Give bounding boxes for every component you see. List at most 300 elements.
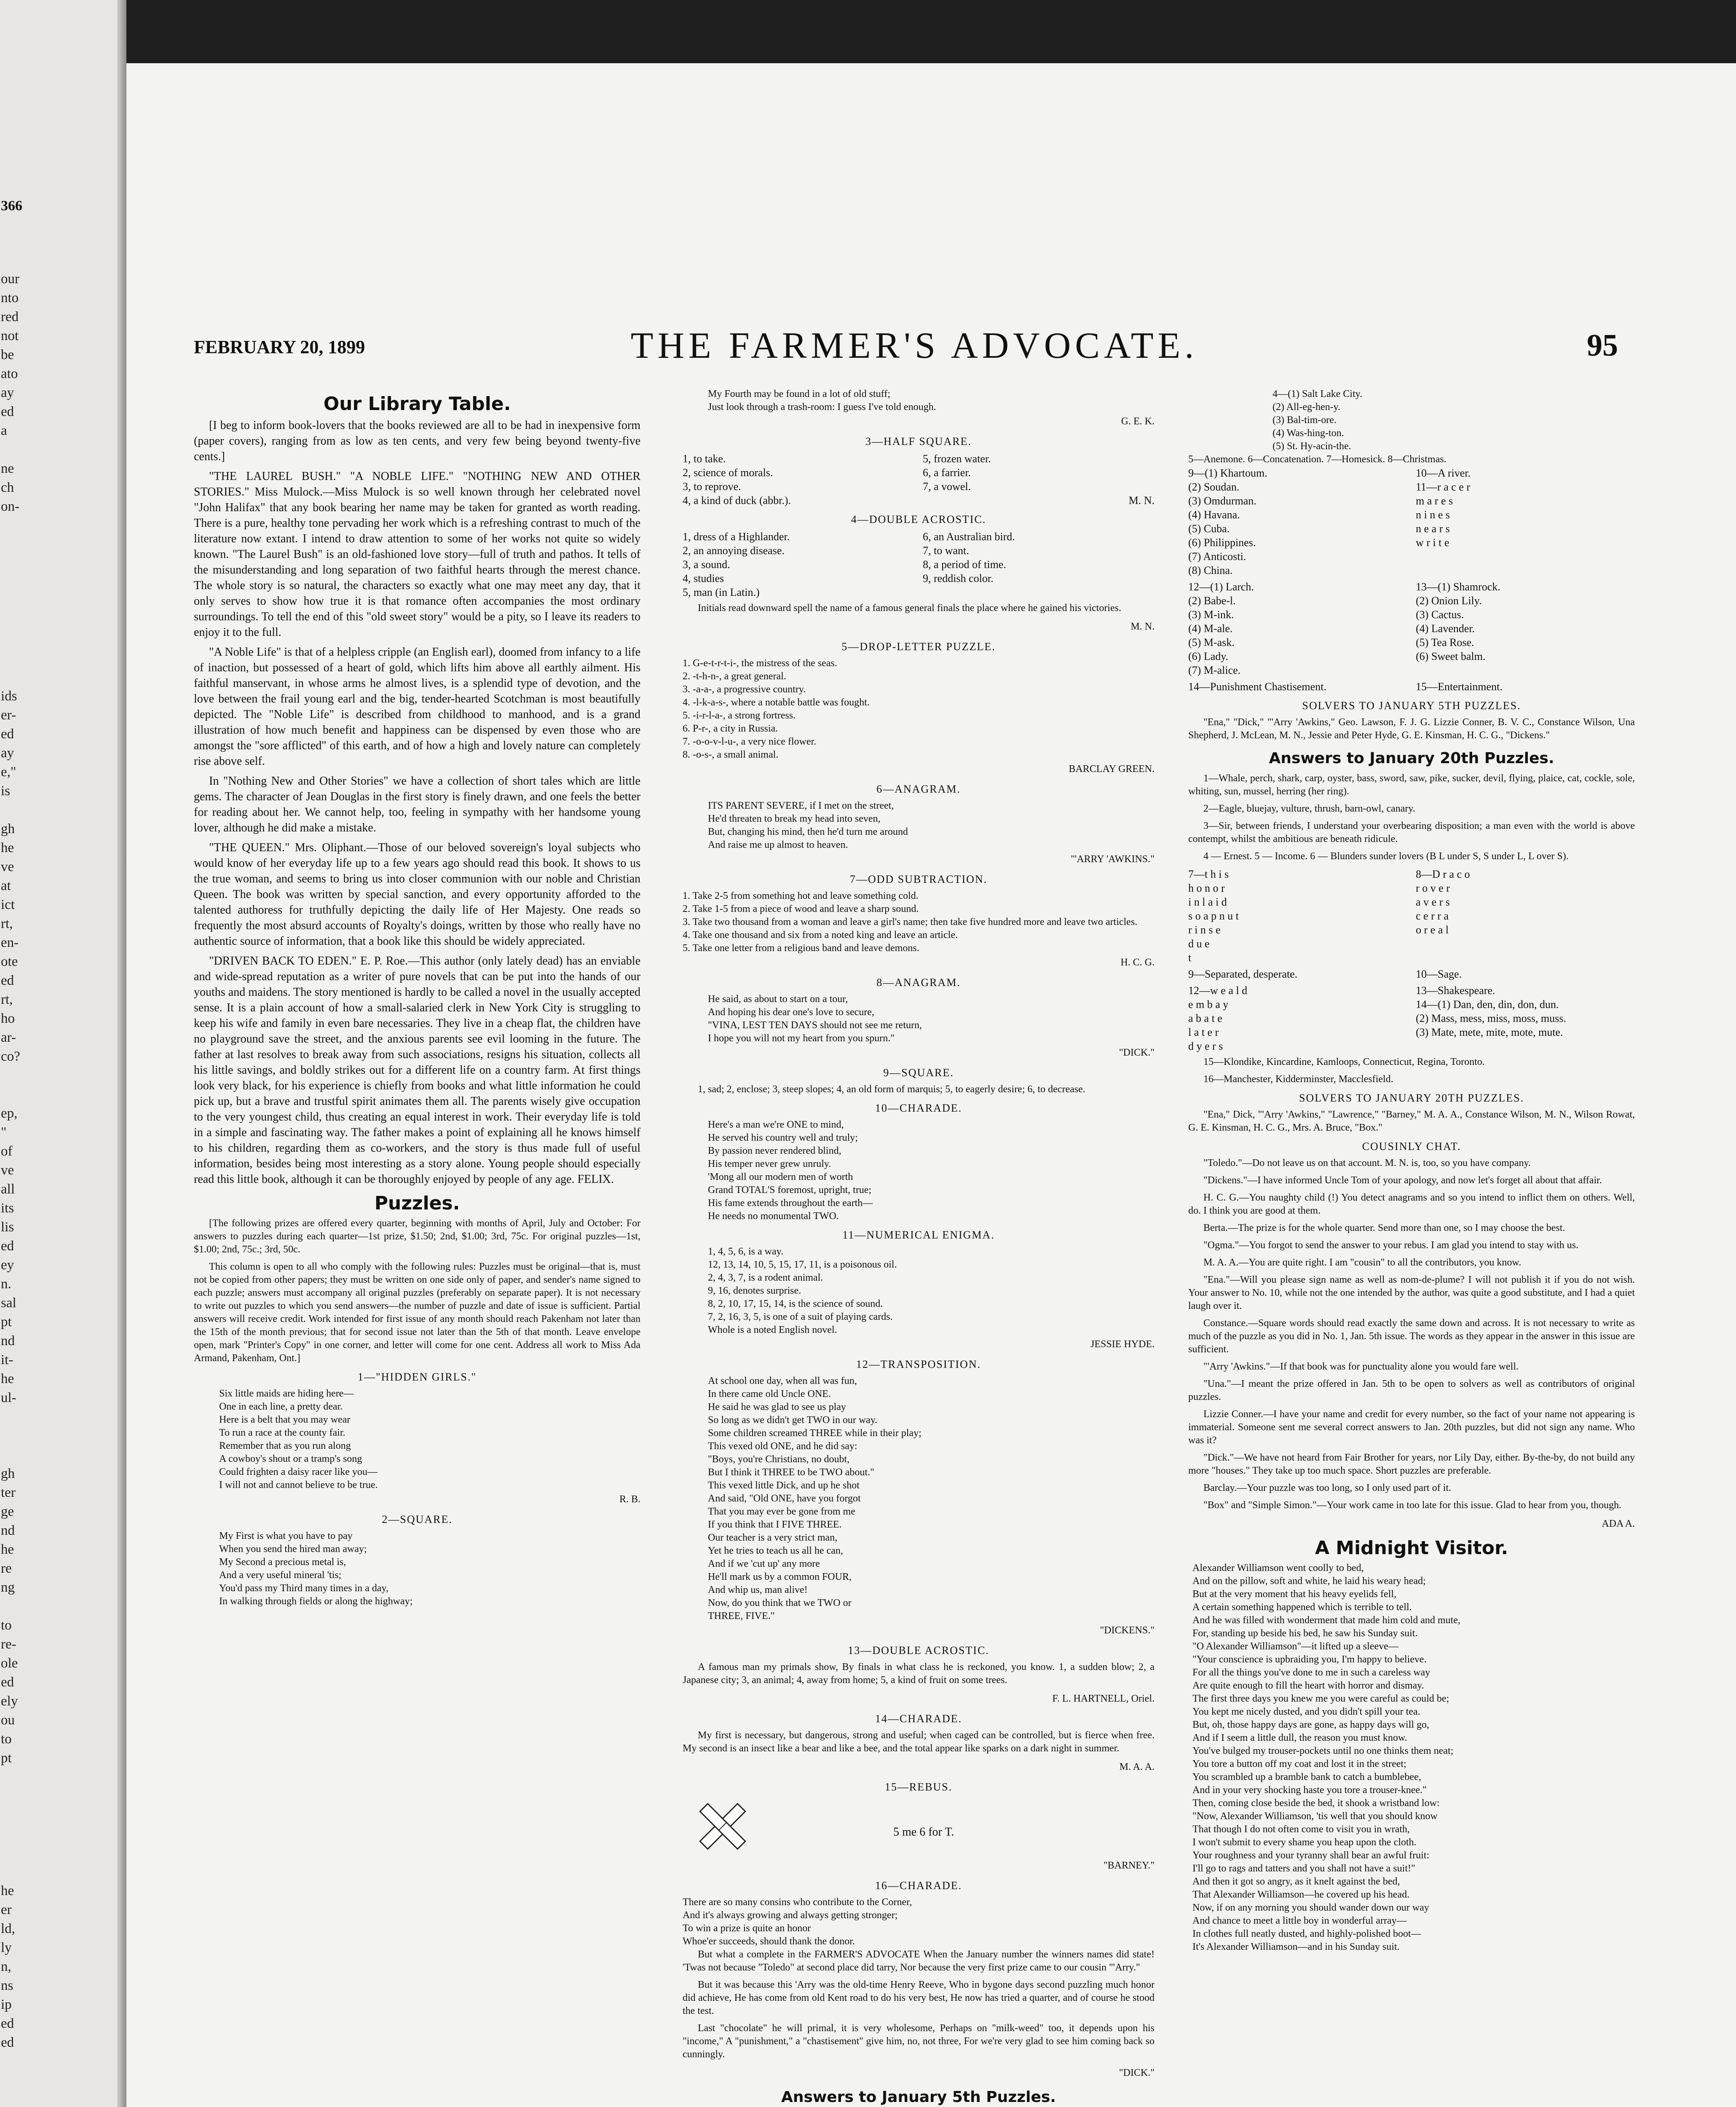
chat-paragraph: H. C. G.—You naughty child (!) You detect anagrams and so you intend to inflict them on others. Well, do. I think you are good at them. bbox=[1188, 1192, 1635, 1216]
fragment-line: ch bbox=[1, 480, 14, 495]
fragment-line bbox=[1, 1825, 43, 1844]
chat-paragraph: "Toledo."—Do not leave us on that account. M. N. is, too, so you have company. bbox=[1203, 1158, 1531, 1169]
poem-line: You've bulged my trouser-pockets until no one thinks them neat; bbox=[1192, 1745, 1454, 1756]
answer-line: 13—(1) Shamrock. bbox=[1416, 581, 1500, 593]
answer-line: 10—A river. bbox=[1416, 467, 1471, 479]
library-heading: Our Library Table. bbox=[323, 393, 511, 415]
answer-line: r i n s e bbox=[1188, 924, 1221, 936]
puzzle-1-verse bbox=[194, 1387, 640, 1492]
puzzle-line: 8, 2, 10, 17, 15, 14, is the science of sound. bbox=[708, 1298, 883, 1309]
fragment-line: nto bbox=[1, 290, 19, 306]
verse-line: And raise me up almost to heaven. bbox=[708, 839, 848, 850]
poem-line: And then it got so angry, as it knelt against the bed, bbox=[1192, 1876, 1400, 1887]
puzzle-6-verse bbox=[683, 799, 1155, 852]
fragment-line bbox=[1, 1407, 43, 1426]
fragment-line bbox=[1, 1806, 43, 1825]
puzzle-16-signature: "DICK." bbox=[1119, 2067, 1155, 2078]
answer-list bbox=[1188, 580, 1407, 677]
poem-line: For all the things you've done to me in such a careless way bbox=[1192, 1667, 1431, 1678]
fragment-line bbox=[1, 668, 43, 687]
answer-line: a v e r s bbox=[1416, 896, 1450, 908]
verse-line: This vexed little Dick, and up he shot bbox=[708, 1480, 860, 1491]
verse-line: Could frighten a daisy racer like you— bbox=[219, 1466, 378, 1477]
puzzle-2-signature: G. E. K. bbox=[1121, 416, 1155, 427]
fragment-line: at bbox=[1, 878, 11, 893]
puzzle-line: 1, 4, 5, 6, is a way. bbox=[708, 1246, 784, 1257]
verse-line: Here's a man we're ONE to mind, bbox=[708, 1119, 844, 1130]
verse-line: Our teacher is a very strict man, bbox=[708, 1532, 838, 1543]
answer-list bbox=[1416, 466, 1635, 577]
fragment-line: ed bbox=[1, 726, 14, 742]
answer-20th-7-8 bbox=[1188, 867, 1635, 965]
fragment-line: er bbox=[1, 1902, 12, 1917]
answer-5th-12-13 bbox=[1188, 580, 1635, 677]
answer-line: (4) Havana. bbox=[1188, 509, 1240, 521]
poem-line: Your roughness and your tyranny shall bear an awful fruit: bbox=[1192, 1850, 1430, 1861]
answer-line: a b a t e bbox=[1188, 1012, 1222, 1024]
fragment-line: he bbox=[1, 1542, 14, 1557]
fragment-line: ed bbox=[1, 404, 14, 419]
answer-line: (2) Mass, mess, miss, moss, muss. bbox=[1416, 1012, 1566, 1024]
answer-line: (3) Omdurman. bbox=[1188, 495, 1256, 507]
fragment-line: be bbox=[1, 347, 14, 362]
poem-line: You scrambled up a bramble bank to catch a bumblebee, bbox=[1192, 1772, 1421, 1783]
puzzle-5-lines bbox=[683, 657, 1155, 761]
puzzle-9-text: 1, sad; 2, enclose; 3, steep slopes; 4, an old form of marquis; 5, to eagerly desire; 6, to decrease. bbox=[698, 1084, 1085, 1095]
chat-paragraph: Berta.—The prize is for the whole quarter. Send more than one, so I may choose the best. bbox=[1203, 1222, 1565, 1233]
fragment-line: ter bbox=[1, 1485, 16, 1500]
answer-line: o r e a l bbox=[1416, 924, 1449, 936]
puzzle-14-signature: M. A. A. bbox=[1119, 1761, 1155, 1772]
poem-line: In clothes full neatly dusted, and highly-polished boot— bbox=[1192, 1928, 1421, 1939]
fragment-line: lis bbox=[1, 1220, 14, 1235]
puzzle-item: 5, frozen water. bbox=[923, 453, 991, 465]
puzzle-item: 6, an Australian bird. bbox=[923, 531, 1015, 543]
puzzle-13-text: A famous man my primals show, By finals in what class he is reckoned, you know. 1, a sudden blow; 2, a Japanese city; 3, an animal; 4, away from home; 5, a kind of fruit on some trees. bbox=[683, 1662, 1155, 1686]
puzzle-line: 2, 4, 3, 7, is a rodent animal. bbox=[708, 1272, 823, 1283]
puzzle-12-verse bbox=[683, 1375, 1155, 1623]
poem-line: But at the very moment that his heavy eyelids fell, bbox=[1192, 1589, 1396, 1600]
chat-paragraph: "Ogma."—You forgot to send the answer to your rebus. I am glad you intend to stay with us. bbox=[1203, 1240, 1578, 1251]
rebus-illustration bbox=[683, 1799, 1155, 1854]
puzzle-item: 2, science of morals. bbox=[683, 466, 773, 479]
verse-line: 'Mong all our modern men of worth bbox=[708, 1171, 853, 1182]
answer-line: (5) M-ask. bbox=[1188, 636, 1235, 649]
puzzle-13-signature: F. L. HARTNELL, Oriel. bbox=[1052, 1693, 1155, 1704]
puzzle-line: 12, 13, 14, 10, 5, 15, 17, 11, is a poisonous oil. bbox=[708, 1259, 897, 1270]
fragment-line: a bbox=[1, 423, 7, 438]
rebus-caption: 5 me 6 for T. bbox=[893, 1826, 954, 1839]
fragment-line: en- bbox=[1, 935, 19, 950]
fragment-line: gh bbox=[1, 1466, 15, 1481]
library-intro: [I beg to inform book-lovers that the books reviewed are all to be had in inexpensive form (paper covers), ranging from as low as ten cents, and very few being beyond twenty-five cents.] bbox=[194, 419, 640, 463]
answer-line: c e r r a bbox=[1416, 910, 1449, 922]
answer-line: 11—r a c e r bbox=[1416, 481, 1470, 493]
fragment-line: it- bbox=[1, 1352, 13, 1367]
verse-line: When you send the hired man away; bbox=[219, 1544, 367, 1555]
chat-paragraph: "Box" and "Simple Simon."—Your work came in too late for this issue. Glad to hear from you, though. bbox=[1203, 1500, 1621, 1511]
library-paragraph: "DRIVEN BACK TO EDEN." E. P. Roe.—This author (only lately dead) has an enviable and wide-spread reputation as a writer of pure novels that can be put into the hands of our youths and maidens. The story mentioned is hardly to be called a novel in the usually accepted sense. It is a plain account of how a small-salaried clerk in New York City is struggling to keep his wife and family in even bare necessaries. They live in a cheap flat, the children have no playground save the street, and the anxious parents see evil looming in the future. The father at last resolves to break away from such associations, resigns his situation, collects all his little savings, and boldly strikes out for a different life on a country farm. At first things look very black, for his experience is chiefly from books and what little information he could pick up, but a brave and trustful spirit animates them all. The parents wisely give occupation to the very youngest child, thus creating an equal interest in work. Their everyday life is told in a simple and fascinating way. The father makes a point of explaining all he knows himself to his children, regarding them as co-workers, and the story is thus made full of useful information, besides being most interesting as a story alone. Young people should especially read this little book, although it can be thoroughly enjoyed by people of any age. FELIX. bbox=[194, 954, 640, 1186]
puzzle-7-title: 7—ODD SUBTRACTION. bbox=[849, 873, 988, 885]
verse-line: His fame extends throughout the earth— bbox=[708, 1198, 873, 1209]
poem-line: But, oh, those happy days are gone, as happy days will go, bbox=[1192, 1719, 1429, 1730]
chat-paragraph: "Una."—I meant the prize offered in Jan. 5th to be open to solvers as well as contributors of original puzzles. bbox=[1188, 1378, 1635, 1402]
fragment-line: to bbox=[1, 1732, 12, 1747]
answer-line: 14—(1) Dan, den, din, don, dun. bbox=[1416, 998, 1559, 1011]
fragment-line bbox=[1, 649, 43, 668]
verse-line: By passion never rendered blind, bbox=[708, 1145, 841, 1156]
fragment-line: all bbox=[1, 1182, 15, 1197]
puzzle-item: 3, to reprove. bbox=[683, 480, 741, 493]
fragment-line bbox=[1, 516, 43, 535]
puzzle-7-lines bbox=[683, 890, 1155, 955]
running-header bbox=[194, 324, 1635, 388]
fragment-line: ng bbox=[1, 1580, 15, 1595]
puzzle-line: 6. P-r-, a city in Russia. bbox=[683, 723, 778, 734]
fragment-line: to bbox=[1, 1618, 12, 1633]
fragment-line: ato bbox=[1, 366, 18, 381]
answer-list bbox=[1188, 984, 1407, 1053]
solvers-20th-list: "Ena," Dick, "'Arry 'Awkins," "Lawrence," "Barney," M. A. A., Constance Wilson, M. N., Wilson Rowat, G. E. Kinsman, H. C. G., Mrs. A. Bruce, "Box." bbox=[1188, 1109, 1635, 1133]
answer-5th-4 bbox=[1188, 388, 1635, 453]
puzzle-2-title: 2—SQUARE. bbox=[382, 1513, 453, 1525]
chat-paragraph: "Dickens."—I have informed Uncle Tom of your apology, and now let's forget all about that affair. bbox=[1203, 1175, 1602, 1186]
puzzle-5-title: 5—DROP-LETTER PUZZLE. bbox=[841, 641, 996, 653]
fragment-line: of bbox=[1, 1144, 13, 1159]
answer-list bbox=[1416, 984, 1635, 1053]
fragment-line: is bbox=[1, 783, 11, 799]
verse-line: But I think it THREE to be TWO about." bbox=[708, 1467, 874, 1478]
poem-line: For, standing up beside his bed, he saw his Sunday suit. bbox=[1192, 1628, 1418, 1639]
fragment-line: nd bbox=[1, 1523, 15, 1538]
poem-line: That though I do not often come to visit you in wrath, bbox=[1192, 1824, 1410, 1835]
answer-line: s o a p n u t bbox=[1188, 910, 1239, 922]
fragment-line bbox=[1, 1863, 43, 1882]
chat-paragraph: "Dick."—We have not heard from Fair Brother for years, nor Lily Day, either. By-the-by, do not build any more "houses." They take up too much space. Short puzzles are preferable. bbox=[1188, 1452, 1635, 1476]
page-content bbox=[194, 324, 1635, 2107]
verse-line: He said, as about to start on a tour, bbox=[708, 994, 848, 1005]
fragment-line: n, bbox=[1, 1959, 11, 1974]
puzzle-2-verse bbox=[194, 1530, 640, 1608]
fragment-line: re- bbox=[1, 1637, 16, 1652]
puzzle-16-stanza: Last "chocolate" he will primal, it is very wholesome, Perhaps on "milk-weed" too, it depends upon his "income," A "punishment," a "chastisement" give him, no, not three, For we're very glad to see him coming back so cunningly. bbox=[683, 2023, 1155, 2060]
fragment-line bbox=[1, 1768, 43, 1787]
solvers-20th-title: SOLVERS TO JANUARY 20TH PUZZLES. bbox=[1299, 1092, 1524, 1104]
answers-5th-heading: Answers to January 5th Puzzles. bbox=[781, 2088, 1056, 2106]
fragment-line: ld, bbox=[1, 1921, 15, 1936]
poem-line: Then, coming close beside the bed, it shook a wristband low: bbox=[1192, 1798, 1440, 1809]
verse-line: He served his country well and truly; bbox=[708, 1132, 858, 1143]
answer-line: w r i t e bbox=[1416, 536, 1449, 549]
chat-paragraph: Barclay.—Your puzzle was too long, so I only used part of it. bbox=[1203, 1482, 1451, 1493]
verse-line: My Fourth may be found in a lot of old stuff; bbox=[708, 389, 890, 399]
answer-line: (8) China. bbox=[1188, 564, 1233, 576]
answer-line: m a r e s bbox=[1416, 495, 1453, 507]
fragment-line: ar- bbox=[1, 1030, 16, 1045]
cousinly-chat-body bbox=[1188, 1157, 1635, 1512]
answer-list bbox=[1188, 867, 1407, 965]
fragment-line: co? bbox=[1, 1049, 20, 1064]
fragment-line: ay bbox=[1, 745, 14, 761]
fragment-line bbox=[1, 535, 43, 554]
puzzle-7-signature: H. C. G. bbox=[1120, 957, 1155, 968]
puzzle-1-signature: R. B. bbox=[619, 1494, 640, 1505]
solvers-5th-title: SOLVERS TO JANUARY 5TH PUZZLES. bbox=[1302, 700, 1521, 712]
answer-line: e m b a y bbox=[1188, 998, 1229, 1011]
fragment-line: ed bbox=[1, 2016, 14, 2031]
puzzle-16-stanza: But it was because this 'Arry was the old-time Henry Reeve, Who in bygone days second puzzling much honor did achieve, He has come from old Kent road to do his very best, He now has tried a quarter, and of course he stood the test. bbox=[683, 1979, 1155, 2016]
answer-line: (4) M-ale. bbox=[1188, 622, 1233, 635]
fragment-line: " bbox=[1, 1125, 7, 1140]
fragment-line: ed bbox=[1, 2035, 14, 2050]
poem-line: "O Alexander Williamson"—it lifted up a sleeve— bbox=[1192, 1641, 1398, 1652]
answer-line: 9—(1) Khartoum. bbox=[1188, 467, 1267, 479]
library-paragraph: In "Nothing New and Other Stories" we have a collection of short tales which are little gems. The character of Jean Douglas in the first story is finely drawn, and one feels the better for reading about her. We cannot help, too, feeling in sympathy with her handsome young lover, although he did make a mistake. bbox=[194, 775, 640, 834]
answer-line: 4—(1) Salt Lake City. bbox=[1273, 389, 1363, 399]
verse-line: Remember that as you run along bbox=[219, 1440, 351, 1451]
answer-line: (6) Lady. bbox=[1188, 650, 1229, 662]
answer-line: (6) Philippines. bbox=[1188, 536, 1256, 549]
verse-line: A cowboy's shout or a tramp's song bbox=[219, 1453, 362, 1464]
answer-line: t bbox=[1188, 952, 1192, 964]
verse-line: I hope you will not my heart from you spurn." bbox=[708, 1033, 895, 1044]
answer-line: (4) Lavender. bbox=[1416, 622, 1475, 635]
fragment-line: gh bbox=[1, 821, 15, 836]
puzzle-16-lines bbox=[683, 1896, 1155, 1948]
answer-line: (3) Mate, mete, mite, mote, mute. bbox=[1416, 1026, 1563, 1038]
puzzle-4-title: 4—DOUBLE ACROSTIC. bbox=[851, 513, 986, 525]
puzzle-line: 7. -o-o-v-l-u-, a very nice flower. bbox=[683, 736, 817, 747]
fragment-line: rt, bbox=[1, 916, 13, 931]
fragment-line: n. bbox=[1, 1276, 11, 1292]
answer-20th-15: 15—Klondike, Kincardine, Kamloops, Connecticut, Regina, Toronto. bbox=[1203, 1056, 1485, 1067]
fragment-line: its bbox=[1, 1201, 14, 1216]
fragment-line bbox=[1, 592, 43, 611]
verse-line: Here is a belt that you may wear bbox=[219, 1414, 351, 1425]
fragment-line bbox=[1, 1844, 43, 1863]
puzzle-10-title: 10—CHARADE. bbox=[875, 1102, 962, 1114]
fragment-line bbox=[1, 440, 43, 459]
answer-20th-9-10 bbox=[1188, 967, 1635, 981]
poem-line: The first three days you knew me you were careful as could be; bbox=[1192, 1693, 1449, 1704]
fragment-line: pt bbox=[1, 1314, 12, 1330]
fragment-line: ip bbox=[1, 1997, 12, 2012]
fragment-line bbox=[1, 1445, 43, 1464]
newspaper-page bbox=[126, 63, 1736, 2107]
puzzle-3-items bbox=[683, 452, 1155, 507]
masthead-title: THE FARMER'S ADVOCATE. bbox=[630, 325, 1198, 366]
puzzle-line: 4. -l-k-a-s-, where a notable battle was fought. bbox=[683, 697, 870, 708]
fragment-line: rt, bbox=[1, 992, 13, 1007]
poem-body bbox=[1188, 1562, 1635, 1954]
puzzle-10-verse bbox=[683, 1118, 1155, 1223]
verse-line: My Second a precious metal is, bbox=[219, 1557, 346, 1568]
fragment-line: ely bbox=[1, 1694, 18, 1709]
verse-line: One in each line, a pretty dear. bbox=[219, 1401, 343, 1412]
answer-20th-2: 2—Eagle, bluejay, vulture, thrush, barn-owl, canary. bbox=[1203, 803, 1415, 814]
poem-line: That Alexander Williamson—he covered up his head. bbox=[1192, 1889, 1410, 1900]
verse-line: To win a prize is quite an honor bbox=[683, 1923, 811, 1934]
puzzles-heading: Puzzles. bbox=[374, 1193, 460, 1214]
solvers-5th-list: "Ena," "Dick," "'Arry 'Awkins," Geo. Lawson, F. J. G. Lizzie Conner, B. V. C., Constance Wilson, Una Shepherd, J. McLean, M. N., Jessie and Peter Hyde, G. E. Kinsman, H. C. G., "Dickens." bbox=[1188, 717, 1635, 741]
fragment-line: nd bbox=[1, 1333, 15, 1348]
fragment-line: ns bbox=[1, 1978, 13, 1993]
answer-line: n e a r s bbox=[1416, 523, 1450, 535]
puzzle-line: 3. Take two thousand from a woman and leave a girl's name; then take five hundred more and leave two articles. bbox=[683, 917, 1138, 928]
puzzle-item: 6, a farrier. bbox=[923, 466, 971, 479]
puzzle-item: 8, a period of time. bbox=[923, 558, 1006, 571]
puzzle-line: Whole is a noted English novel. bbox=[708, 1324, 837, 1335]
poem-line: And if I seem a little dull, the reason you must know. bbox=[1192, 1732, 1407, 1743]
verse-line: Yet he tries to teach us all he can, bbox=[708, 1545, 843, 1556]
verse-line: This vexed old ONE, and he did say: bbox=[708, 1441, 857, 1452]
verse-line: Whoe'er succeeds, should thank the donor. bbox=[683, 1936, 855, 1947]
fragment-line: red bbox=[1, 309, 19, 324]
fragment-line: pt bbox=[1, 1750, 12, 1766]
verse-line: You'd pass my Third many times in a day, bbox=[219, 1583, 388, 1594]
page-gutter-shadow bbox=[117, 0, 126, 2107]
puzzle-line: 4. Take one thousand and six from a noted king and leave an article. bbox=[683, 930, 958, 941]
puzzle-12-title: 12—TRANSPOSITION. bbox=[856, 1358, 981, 1370]
answer-line: (3) M-ink. bbox=[1188, 609, 1234, 621]
issue-date: FEBRUARY 20, 1899 bbox=[194, 337, 365, 357]
verse-line: He'd threaten to break my head into seven, bbox=[708, 813, 881, 824]
fragment-line: ho bbox=[1, 1011, 15, 1026]
puzzle-item: 4, a kind of duck (abbr.). bbox=[683, 494, 791, 507]
fragment-line: ay bbox=[1, 385, 14, 400]
verse-line: Now, do you think that we TWO or bbox=[708, 1598, 852, 1608]
fragment-line: ole bbox=[1, 1656, 18, 1671]
verse-line: Six little maids are hiding here— bbox=[219, 1388, 354, 1399]
puzzle-item: 4, studies bbox=[683, 572, 724, 584]
verse-line: ITS PARENT SEVERE, if I met on the street, bbox=[708, 800, 894, 811]
fragment-line: not bbox=[1, 328, 19, 343]
fragment-line: ote bbox=[1, 954, 18, 969]
answer-5th-14-15 bbox=[1188, 680, 1635, 694]
answer-line: h o n o r bbox=[1188, 882, 1225, 894]
verse-line: And if we 'cut up' any more bbox=[708, 1558, 820, 1569]
puzzle-8-title: 8—ANAGRAM. bbox=[876, 976, 961, 989]
answer-line: (5) Cuba. bbox=[1188, 523, 1230, 535]
puzzle-14-title: 14—CHARADE. bbox=[875, 1713, 962, 1725]
fragment-line bbox=[1, 630, 43, 649]
puzzle-6-signature: "'ARRY 'AWKINS." bbox=[1071, 854, 1155, 865]
verse-line: There are so many consins who contribute to the Corner, bbox=[683, 1897, 912, 1908]
previous-page-fragment bbox=[0, 0, 126, 2107]
verse-line: "Boys, you're Christians, no doubt, bbox=[708, 1454, 850, 1465]
fragment-line bbox=[1, 554, 43, 573]
puzzle-11-title: 11—NUMERICAL ENIGMA. bbox=[842, 1229, 995, 1241]
puzzle-4-signature: M. N. bbox=[1131, 621, 1155, 632]
answer-list bbox=[1188, 466, 1407, 577]
answer-line: i n l a i d bbox=[1188, 896, 1227, 908]
puzzle-6-title: 6—ANAGRAM. bbox=[876, 783, 961, 795]
fragment-line: ly bbox=[1, 1940, 12, 1955]
verse-line: He needs no monumental TWO. bbox=[708, 1211, 839, 1222]
fragment-line: ve bbox=[1, 859, 14, 874]
page-number: 95 bbox=[1587, 328, 1618, 363]
verse-line: But, changing his mind, then he'd turn me around bbox=[708, 826, 908, 837]
previous-page-number: 366 bbox=[1, 198, 22, 214]
fragment-line: ed bbox=[1, 973, 14, 988]
answer-line: d u e bbox=[1188, 938, 1210, 950]
puzzle-8-verse bbox=[683, 993, 1155, 1045]
library-paragraph: "THE QUEEN." Mrs. Oliphant.—Those of our beloved sovereign's loyal subjects who would know of her everyday life up to a few years ago should read this book. It shows to us the true woman, and seems to bring us into closer communion with our noble and Christian Queen. The book was written by special sanction, and every opportunity afforded to the talented authoress for truthfully depicting the daily life of Her Majesty. One reads so frequently the most absurd accounts of Royalty's doings, written by those who really have no authentic source of information, that a book like this should be widely appreciated. bbox=[194, 841, 640, 948]
puzzle-item: 1, to take. bbox=[683, 453, 726, 465]
answer-20th-3: 3—Sir, between friends, I understand your overbearing disposition; a man even with the world is above contempt, whilst the ambitious are beneath ridicule. bbox=[1188, 820, 1635, 844]
fragment-line: on- bbox=[1, 499, 19, 514]
poem-line: A certain something happened which is terrible to tell. bbox=[1192, 1602, 1412, 1613]
chat-paragraph: "'Arry 'Awkins."—If that book was for punctuality alone you would fare well. bbox=[1203, 1361, 1519, 1372]
fragment-line: he bbox=[1, 1371, 14, 1386]
fragment-line: he bbox=[1, 1883, 14, 1898]
verse-line: Grand TOTAL'S foremost, upright, true; bbox=[708, 1185, 872, 1196]
puzzle-11-signature: JESSIE HYDE. bbox=[1090, 1339, 1155, 1350]
fragment-line: ve bbox=[1, 1163, 14, 1178]
fragment-line bbox=[1, 1066, 43, 1085]
verse-line: So long as we didn't get TWO in our way. bbox=[708, 1415, 878, 1426]
verse-line: In there came old Uncle ONE. bbox=[708, 1389, 831, 1399]
library-paragraph: "THE LAUREL BUSH." "A NOBLE LIFE." "NOTHING NEW AND OTHER STORIES." Miss Mulock.—Miss Mulock is so well known through her celebrated novel "John Halifax" that any book bearing her name may be taken for granted as worth reading. There is a pure, healthy tone pervading her work which is a refreshing contrast to much of the literature now extant. I intend to draw attention to some of her works not quite so widely known. "The Laurel Bush" is an old-fashioned love story—full of truth and pathos. It tells of the misunderstanding and long separation of two faithful hearts through the merest chance. The whole story is so natural, the characters so exactly what one may meet any day, that it only serves to show how true it is that romance often accompanies the most ordinary surroundings. To tell the end of this "old sweet story" would be a pity, so I leave its readers to enjoy it to the full. bbox=[194, 470, 640, 639]
verse-line: THREE, FIVE." bbox=[708, 1611, 775, 1622]
puzzle-2-verse-continued bbox=[683, 388, 1155, 414]
library-paragraph: "A Noble Life" is that of a helpless cripple (an English earl), doomed from infancy to a life of inaction, but possessed of a heart of gold, which lifts him above all earthly ailment. His faithful manservant, in whose arms he almost lives, is a splendid type of devotion, and the love between the frail young earl and the big, tender-hearted Scotchman is most beautifully depicted. The "Noble Life" is described from childhood to manhood, and is a grand illustration of how much benefit and happiness can be dispensed by even those who are amongst the "sore afflicted" of this earth, and of how a high and lovely nature can completely rise above self. bbox=[194, 646, 640, 768]
previous-page-text bbox=[1, 270, 43, 2052]
puzzle-4-items bbox=[683, 530, 1155, 599]
verse-line: I will not and cannot believe to be true. bbox=[219, 1480, 378, 1490]
answer-line: 15—Entertainment. bbox=[1416, 681, 1503, 693]
answer-line: (3) Bal-tim-ore. bbox=[1273, 415, 1337, 426]
puzzle-item: 1, dress of a Highlander. bbox=[683, 531, 790, 543]
poem-line: And in your very shocking haste you tore a trouser-knee." bbox=[1192, 1785, 1427, 1796]
answer-line: (5) Tea Rose. bbox=[1416, 636, 1474, 649]
fragment-line: er- bbox=[1, 708, 16, 723]
puzzle-12-signature: "DICKENS." bbox=[1100, 1625, 1155, 1636]
puzzle-item bbox=[923, 585, 1155, 599]
chat-paragraph: Lizzie Conner.—I have your name and credit for every number, so the fact of your name not appearing is immaterial. Someone sent me several correct answers to Jan. 20th puzzles, but did not sign any name. Who was it? bbox=[1188, 1409, 1635, 1446]
answer-list bbox=[1416, 580, 1635, 677]
fragment-line bbox=[1, 1597, 43, 1616]
fragment-line bbox=[1, 1085, 43, 1104]
verse-line: And whip us, man alive! bbox=[708, 1584, 808, 1595]
answer-5th-9-11 bbox=[1188, 466, 1635, 577]
puzzle-1-title: 1—"HIDDEN GIRLS." bbox=[358, 1371, 477, 1383]
puzzle-line: 9, 16, denotes surprise. bbox=[708, 1285, 801, 1296]
puzzle-line: 8. -o-s-, a small animal. bbox=[683, 749, 779, 760]
cousinly-chat-heading: COUSINLY CHAT. bbox=[1362, 1140, 1461, 1153]
poem-line: And on the pillow, soft and white, he laid his weary head; bbox=[1192, 1576, 1426, 1587]
fragment-line: sal bbox=[1, 1295, 16, 1311]
puzzle-line: 5. Take one letter from a religious band and leave demons. bbox=[683, 943, 919, 954]
verse-line: My First is what you have to pay bbox=[219, 1531, 353, 1541]
verse-line: His temper never grew unruly. bbox=[708, 1158, 831, 1169]
verse-line: He said he was glad to see us play bbox=[708, 1402, 846, 1413]
column-1 bbox=[194, 388, 640, 2107]
answer-line: (2) Babe-l. bbox=[1188, 595, 1236, 607]
puzzle-8-signature: "DICK." bbox=[1119, 1047, 1155, 1058]
puzzle-line: 2. -t-h-n-, a great general. bbox=[683, 671, 786, 682]
answer-5th-5-8: 5—Anemone. 6—Concatenation. 7—Homesick. 8—Christmas. bbox=[1188, 454, 1447, 465]
verse-line: And hoping his dear one's love to secure, bbox=[708, 1007, 874, 1018]
answer-20th-1: 1—Whale, perch, shark, carp, oyster, bass, sword, saw, pike, sucker, devil, flying, plaice, cat, cockle, sole, whiting, sun, mussel, herring (her ring). bbox=[1188, 773, 1635, 797]
fragment-line: our bbox=[1, 271, 19, 287]
puzzle-line: 2. Take 1-5 from a piece of wood and leave a sharp sound. bbox=[683, 903, 919, 914]
poem-line: Are quite enough to fill the heart with horror and dismay. bbox=[1192, 1680, 1424, 1691]
answer-line: r o v e r bbox=[1416, 882, 1450, 894]
puzzle-11-lines bbox=[683, 1245, 1155, 1337]
answer-line: (2) All-eg-hen-y. bbox=[1273, 402, 1341, 413]
answer-line: (4) Was-hing-ton. bbox=[1273, 428, 1344, 439]
